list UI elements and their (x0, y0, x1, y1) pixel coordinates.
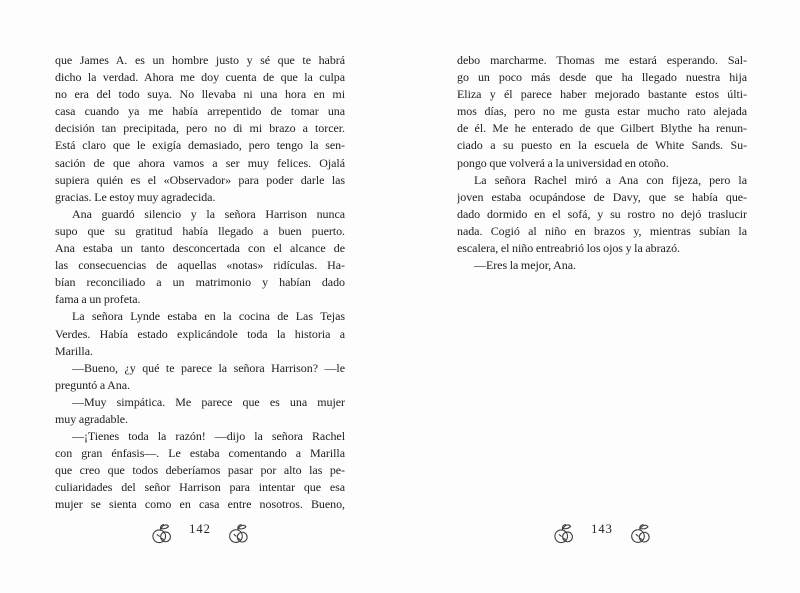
apple-doodle-icon (150, 520, 173, 546)
text-line: —Muy simpática. Me parece que es una mujer (72, 394, 345, 409)
text-line: decisión tan precipitada, pero no di mi brazo a torcer. (55, 121, 345, 136)
text-line: que creo que todos deberíamos pasar por alto las pe- (55, 463, 345, 478)
text-line: mujer se sienta como en casa entre nosotros. Bueno, (55, 497, 345, 512)
text-line: casa cuando ya me había arrepentido de tomar una (55, 104, 345, 119)
page-number-right: 143 (591, 521, 613, 536)
text-line: La señora Lynde estaba en la cocina de Las Tejas (72, 309, 345, 324)
page-footer-left (55, 519, 345, 547)
page-text-left (55, 52, 345, 514)
apple-doodle-icon (227, 520, 250, 546)
book-page-right (457, 0, 747, 593)
text-line: Eliza y él parece haber mejorado bastante estos últi- (457, 87, 747, 102)
text-line: con gran énfasis—. Le estaba comentando a Marilla (55, 446, 345, 461)
text-line: pongo que volverá a la universidad en otoño. (457, 155, 669, 170)
text-line: Verdes. Había estado explicándole toda la historia a (55, 326, 345, 341)
text-line: —¡Tienes toda la razón! —dijo la señora Rachel (72, 429, 345, 444)
text-line: supo que su gratitud había llegado a buen puerto. (55, 223, 345, 238)
text-line: Está claro que le exigía demasiado, pero tengo la sen- (55, 138, 345, 153)
text-line: culiaridades del señor Harrison para intentar que esa (55, 480, 345, 495)
text-line: muy agradable. (55, 411, 128, 426)
text-line: —Bueno, ¿y qué te parece la señora Harrison? —le (72, 360, 345, 375)
text-line: mos días, pero no me gusta estar mucho rato alejada (457, 104, 747, 119)
apple-doodle-icon (552, 520, 575, 546)
text-line: fama a un profeta. (55, 292, 141, 307)
text-line: las consecuencias de aquellas «notas» ridículas. Ha- (55, 258, 345, 273)
text-line: escalera, el niño entreabrió los ojos y la abrazó. (457, 241, 681, 256)
text-line: sación de que ahora vamos a ser muy felices. Ojalá (55, 155, 345, 170)
text-line: ciado a su puesto en la escuela de White Sands. Su- (457, 138, 747, 153)
text-line: debo marcharme. Thomas me estará esperando. Sal- (457, 53, 747, 67)
book-page-left (55, 0, 345, 593)
text-line: —Eres la mejor, Ana. (474, 258, 576, 273)
text-line: nada. Cogió al niño en brazos y, mientras subían la (457, 223, 747, 238)
page-number-left: 142 (189, 521, 211, 536)
text-line: joven estaba ocupándose de Davy, que se había que- (457, 189, 747, 204)
text-line: Ana estaba un tanto desconcertada con el alcance de (55, 241, 345, 256)
text-line: go un poco más desde que ha llegado nuestra hija (457, 70, 747, 85)
text-line: bían reconciliado a un matrimonio y habían dado (55, 275, 345, 290)
text-line: preguntó a Ana. (55, 377, 130, 392)
text-line: Ana guardó silencio y la señora Harrison nunca (72, 206, 345, 221)
text-line: no era del todo suya. No llevaba ni una hora en mi (55, 87, 345, 102)
text-line: dado dormido en el sofá, y su rostro no dejó traslucir (457, 206, 747, 221)
text-line: supiera quién es el «Observador» para poder darle las (55, 172, 345, 187)
text-line: La señora Rachel miró a Ana con fijeza, pero la (474, 172, 747, 187)
text-line: dicho la verdad. Ahora me doy cuenta de que la culpa (55, 70, 345, 85)
text-line: gracias. Le estoy muy agradecida. (55, 189, 216, 204)
page-footer-right (457, 519, 747, 547)
text-line: de él. Me he enterado de que Gilbert Blythe ha renun- (457, 121, 747, 136)
text-line: Marilla. (55, 343, 93, 358)
page-text-right (457, 52, 747, 274)
text-line: que James A. es un hombre justo y sé que te habrá (55, 53, 345, 67)
apple-doodle-icon (629, 520, 652, 546)
